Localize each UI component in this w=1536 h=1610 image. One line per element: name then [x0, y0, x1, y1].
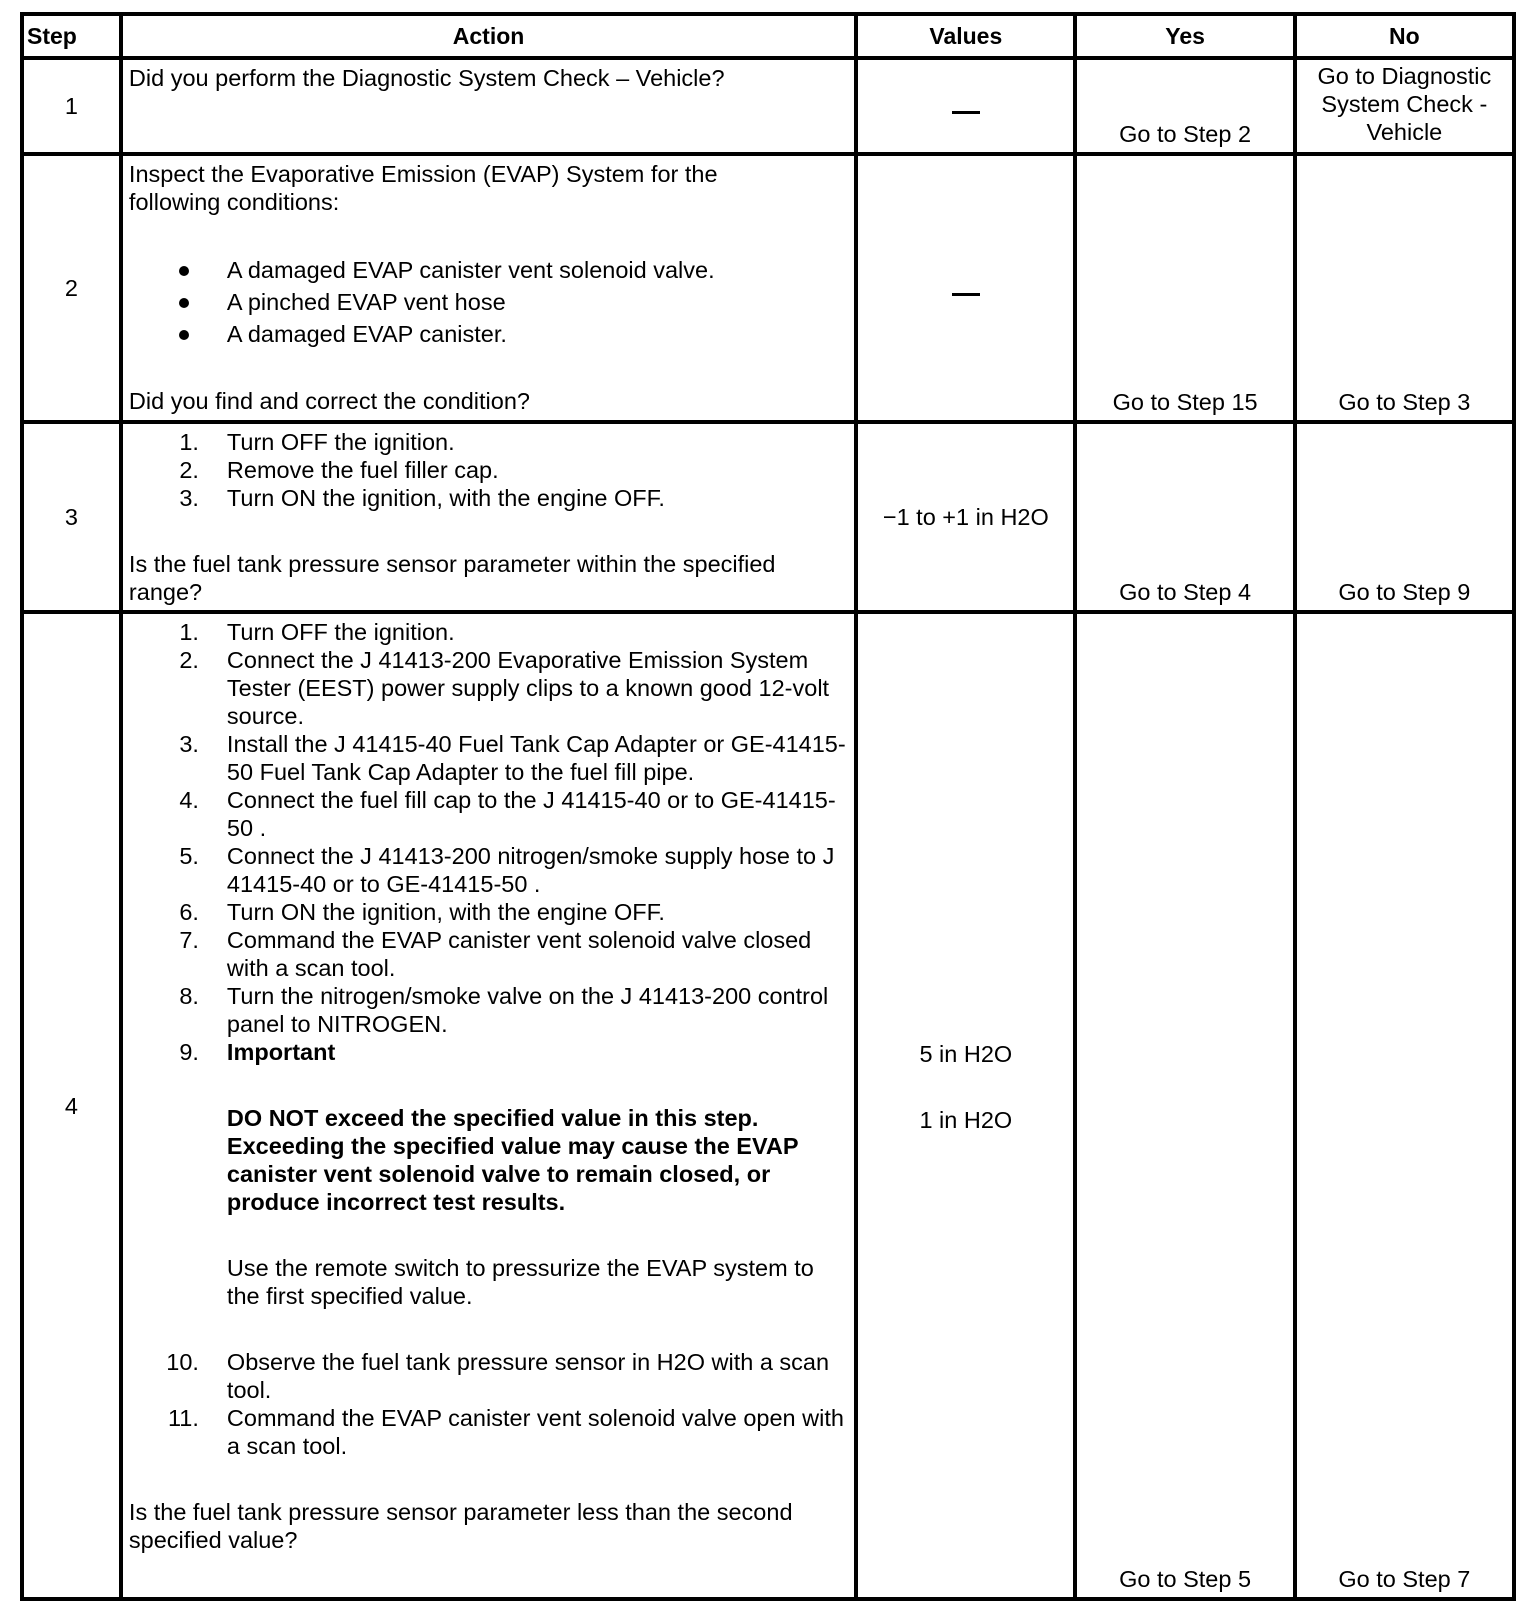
- list-item: 10. Observe the fuel tank pressure sensor in H2O with a scan tool.: [166, 1349, 830, 1403]
- question-text: Is the fuel tank pressure sensor parameter within the specified range?: [128, 551, 776, 605]
- list-item: 1. Turn OFF the ignition.: [179, 619, 455, 645]
- no-link[interactable]: [1295, 58, 1514, 154]
- values-cell: [856, 58, 1075, 154]
- list-item: 2. Remove the fuel filler cap.: [179, 457, 499, 483]
- list-item: 2. Connect the J 41413-200 Evaporative Emission System Tester (EEST) power supply clips to a known good 12-volt source.: [179, 647, 830, 729]
- list-item: 3. Turn ON the ignition, with the engine OFF.: [179, 485, 665, 511]
- header-no: No: [1295, 14, 1514, 58]
- diagnostic-table: [20, 12, 1516, 1601]
- header-action: Action: [121, 14, 856, 58]
- yes-link[interactable]: Go to Step 5: [1075, 612, 1294, 1599]
- action-cell: [121, 154, 856, 422]
- important-text: Use the remote switch to pressurize the EVAP system to the first specified value.: [226, 1255, 814, 1309]
- list-item: 3. Install the J 41415-40 Fuel Tank Cap Adapter or GE-41415-50 Fuel Tank Cap Adapter to the fuel fill pipe.: [179, 731, 846, 785]
- header-row: [22, 14, 1514, 58]
- table-row-step-4: [22, 612, 1514, 1599]
- list-item: 8. Turn the nitrogen/smoke valve on the J 41413-200 control panel to NITROGEN.: [179, 983, 829, 1037]
- value-text: 1 in H2O: [919, 1107, 1013, 1133]
- step-number: 4: [22, 612, 121, 1599]
- procedure-list: [129, 618, 850, 1460]
- list-item: 11. Command the EVAP canister vent solenoid valve open with a scan tool.: [167, 1405, 844, 1459]
- value-dash: [952, 293, 980, 296]
- step-number: 1: [22, 58, 121, 154]
- question-text: Did you find and correct the condition?: [128, 388, 530, 414]
- list-item: 1. Turn OFF the ignition.: [179, 429, 455, 455]
- question-text: Is the fuel tank pressure sensor parameter less than the second specified value?: [128, 1499, 793, 1553]
- action-cell: [121, 58, 856, 154]
- yes-link[interactable]: Go to Step 4: [1075, 422, 1294, 612]
- list-item: A pinched EVAP vent hose: [129, 286, 850, 318]
- list-item: 5. Connect the J 41413-200 nitrogen/smoke supply hose to J 41415-40 or to GE-41415-50 .: [179, 843, 835, 897]
- list-item: 4. Connect the fuel fill cap to the J 41415-40 or to GE-41415-50 .: [179, 787, 836, 841]
- table-row-step-2: [22, 154, 1514, 422]
- header-yes: Yes: [1075, 14, 1294, 58]
- no-link[interactable]: Go to Step 7: [1295, 612, 1514, 1599]
- bullet-icon: [179, 298, 189, 308]
- action-cell: [121, 612, 856, 1599]
- table-row-step-3: [22, 422, 1514, 612]
- intro-text: Inspect the Evaporative Emission (EVAP) System for the following conditions:: [128, 161, 718, 215]
- header-values: Values: [856, 14, 1075, 58]
- table-row-step-1: [22, 58, 1514, 154]
- yes-link[interactable]: Go to Step 15: [1075, 154, 1294, 422]
- list-item: A damaged EVAP canister.: [129, 318, 850, 350]
- list-item-important: 9. Important DO NOT exceed the specified value in this step. Exceeding the specified value may cause the EVAP canister vent solenoid valve to remain closed, or produce incorrect test results. Use the remote switch to pressurize the EVAP system to the first specified value.: [129, 1038, 850, 1348]
- values-cell: [856, 154, 1075, 422]
- header-step: Step: [22, 14, 121, 58]
- important-warning: DO NOT exceed the specified value in this step. Exceeding the specified value may cause the EVAP canister vent solenoid valve to remain closed, or produce incorrect test results.: [226, 1105, 799, 1215]
- condition-list: [129, 254, 850, 350]
- value-text: −1 to +1 in H2O: [882, 504, 1049, 530]
- no-link[interactable]: Go to Step 3: [1295, 154, 1514, 422]
- yes-link[interactable]: Go to Step 2: [1075, 58, 1294, 154]
- question-text: Did you perform the Diagnostic System Check – Vehicle?: [128, 65, 725, 91]
- values-cell: [856, 422, 1075, 612]
- step-number: 3: [22, 422, 121, 612]
- no-link-text[interactable]: Go to Diagnostic System Check - Vehicle: [1317, 63, 1492, 145]
- bullet-icon: [179, 266, 189, 276]
- bullet-icon: [179, 330, 189, 340]
- list-item: 7. Command the EVAP canister vent solenoid valve closed with a scan tool.: [179, 927, 812, 981]
- values-cell: [856, 612, 1075, 1599]
- list-item: A damaged EVAP canister vent solenoid valve.: [129, 254, 850, 286]
- no-link[interactable]: Go to Step 9: [1295, 422, 1514, 612]
- procedure-list: [129, 428, 850, 512]
- step-number: 2: [22, 154, 121, 422]
- list-item: 6. Turn ON the ignition, with the engine OFF.: [179, 899, 665, 925]
- important-label: Important: [226, 1039, 336, 1065]
- value-dash: [952, 111, 980, 114]
- value-text: 5 in H2O: [919, 1041, 1013, 1067]
- action-cell: [121, 422, 856, 612]
